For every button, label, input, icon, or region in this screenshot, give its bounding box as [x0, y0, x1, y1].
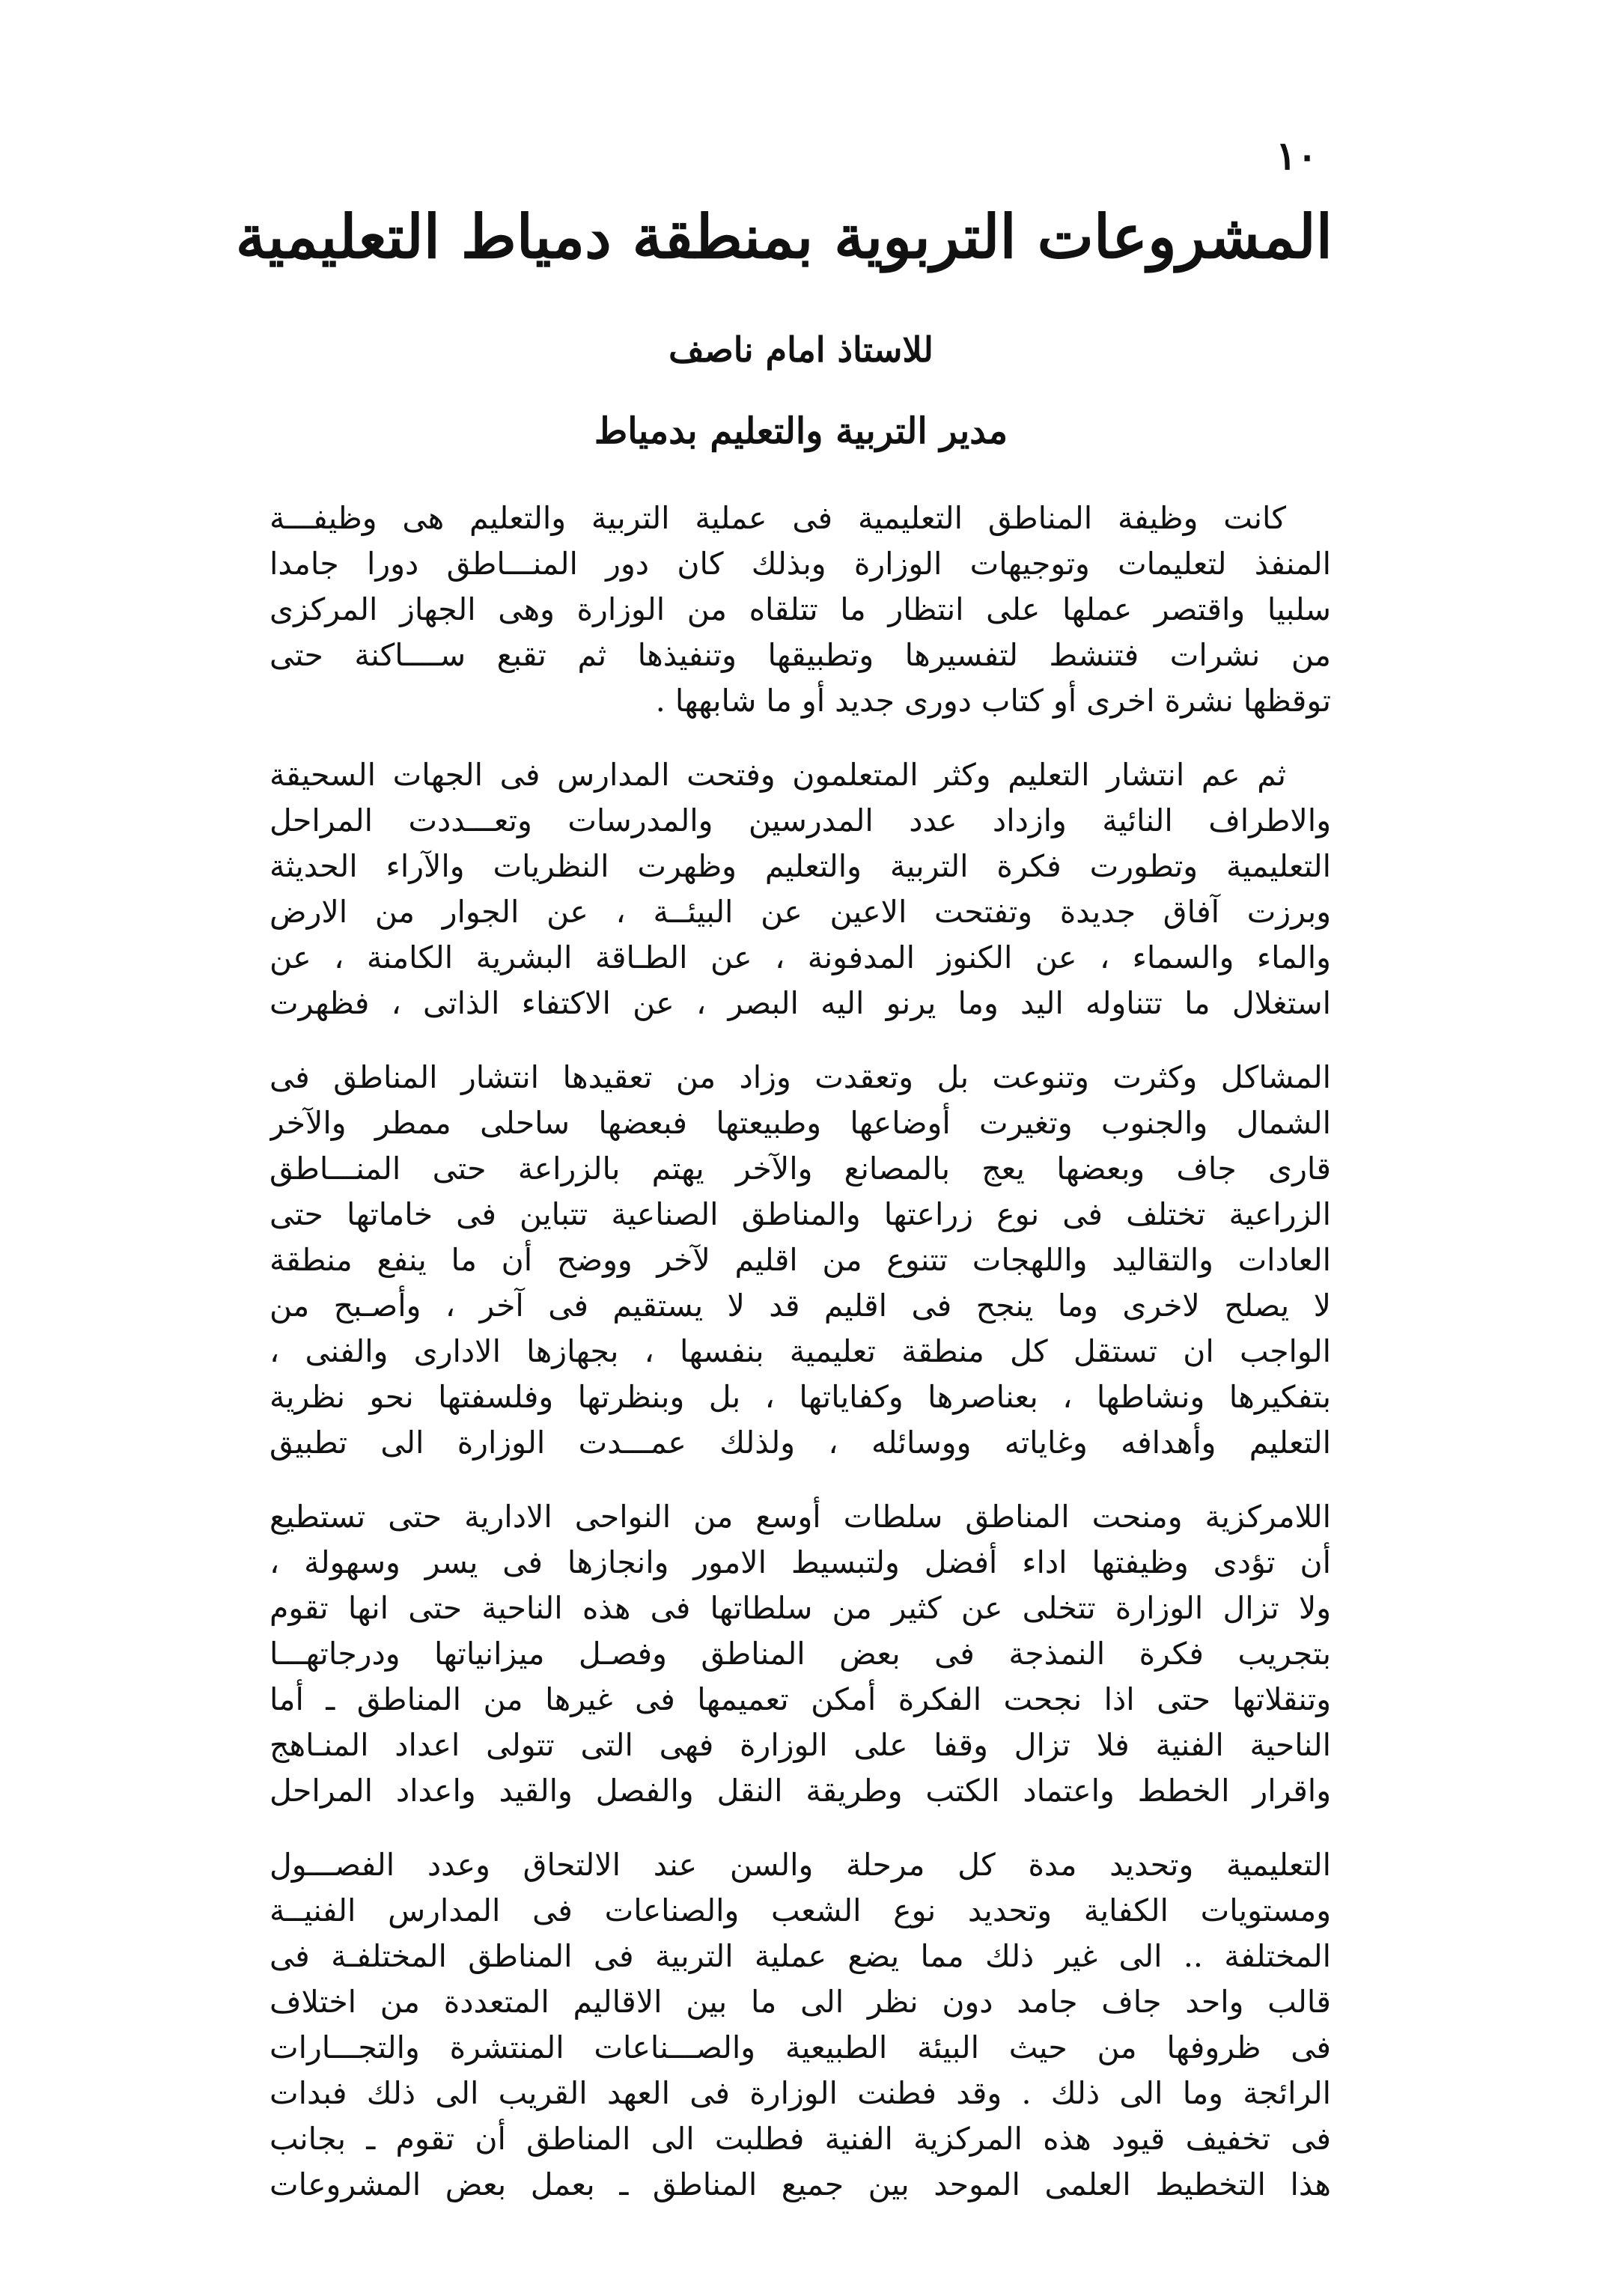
text-line: سلبيا واقتصر عملها على انتظار ما تتلقاه من الوزارة وهى الجهاز المركزى: [269, 591, 1331, 627]
paragraph-3: [269, 1055, 1331, 1466]
text-line: الرائجة وما الى ذلك . وقد فطنت الوزارة فى العهد القريب الى ذلك فبدات: [269, 2075, 1331, 2111]
author-line: للاستاذ امام ناصف: [669, 329, 934, 370]
text-line: المشاكل وكثرت وتنوعت بل وتعقدت وزاد من تعقيدها انتشار المناطق فى: [269, 1059, 1331, 1095]
paragraph-2: [269, 752, 1331, 1026]
text-line: الشمال والجنوب وتغيرت أوضاعها وطبيعتها فبعضها ساحلى ممطر والآخر: [269, 1105, 1331, 1141]
text-line: وتنقلاتها حتى اذا نجحت الفكرة أمكن تعميمها فى غيرها من المناطق ـ أما: [269, 1681, 1331, 1717]
text-line: وبرزت آفاق جديدة وتفتحت الاعين عن البيئــة ، عن الجوار من الارض: [269, 894, 1331, 930]
text-line: المنفذ لتعليمات وتوجيهات الوزارة وبذلك كان دور المنـــاطق دورا جامدا: [269, 546, 1331, 582]
text-line: استغلال ما تتناوله اليد وما يرنو اليه البصر ، عن الاكتفاء الذاتى ، فظهرت: [269, 985, 1331, 1021]
text-line: والماء والسماء ، عن الكنوز المدفونة ، عن الطـاقة البشرية الكامنة ، عن: [269, 940, 1331, 975]
text-line: توقظها نشرة اخرى أو كتاب دورى جديد أو ما شابهها .: [655, 683, 1331, 719]
text-line: من نشرات فتنشط لتفسيرها وتطبيقها وتنفيذها ثم تقبع ســــاكنة حتى: [269, 637, 1331, 673]
page-number: ١٠: [1276, 133, 1318, 179]
paragraph-5: [269, 1842, 1331, 2208]
text-line: كانت وظيفة المناطق التعليمية فى عملية التربية والتعليم هى وظيفـــة: [269, 500, 1286, 536]
text-line: بتفكيرها ونشاطها ، بعناصرها وكفاياتها ، بل وبنظرتها وفلسفتها نحو نظرية: [269, 1379, 1331, 1415]
text-line: ومستويات الكفاية وتحديد نوع الشعب والصناعات فى المدارس الفنيــة: [269, 1892, 1331, 1928]
text-line: والاطراف النائية وازداد عدد المدرسين والمدرسات وتعـــددت المراحل: [269, 803, 1331, 838]
text-line: قالب واحد جاف جامد دون نظر الى ما بين الاقاليم المتعددة من اختلاف: [269, 1984, 1331, 2020]
article-title: المشروعات التربوية بمنطقة دمياط التعليمية: [235, 201, 1333, 272]
text-line: الزراعية تختلف فى نوع زراعتها والمناطق الصناعية تتباين فى خاماتها حتى: [269, 1196, 1331, 1232]
text-line: قارى جاف وبعضها يعج بالمصانع والآخر يهتم بالزراعة حتى المنـــاطق: [269, 1151, 1331, 1187]
text-line: التعليمية وتطورت فكرة التربية والتعليم وظهرت النظريات والآراء الحديثة: [269, 848, 1331, 884]
author-position: مدير التربية والتعليم بدمياط: [594, 410, 1008, 452]
text-line: المختلفة .. الى غير ذلك مما يضع عملية التربية فى المناطق المختلفـة فى: [269, 1938, 1331, 1974]
text-line: لا يصلح لاخرى وما ينجح فى اقليم قد لا يستقيم فى آخر ، وأصـبح من: [269, 1288, 1331, 1324]
text-line: بتجريب فكرة النمذجة فى بعض المناطق وفصـل ميزانياتها ودرجاتهـــا: [269, 1636, 1331, 1672]
text-line: هذا التخطيط العلمى الموحد بين جميع المناطق ـ بعمل بعض المشروعات: [269, 2166, 1331, 2202]
text-line: التعليم وأهدافه وغاياته ووسائله ، ولذلك عمـــدت الوزارة الى تطبيق: [269, 1425, 1331, 1461]
article-body: [269, 496, 1331, 2208]
text-line: فى تخفيف قيود هذه المركزية الفنية فطلبت الى المناطق أن تقوم ـ بجانب: [269, 2121, 1331, 2157]
paragraph-4: [269, 1494, 1331, 1814]
text-line: الواجب ان تستقل كل منطقة تعليمية بنفسها ، بجهازها الادارى والفنى ،: [269, 1333, 1331, 1369]
text-line: العادات والتقاليد واللهجات تتنوع من اقليم لآخر ووضح أن ما ينفع منطقة: [269, 1242, 1331, 1278]
text-line: أن تؤدى وظيفتها اداء أفضل ولتبسيط الامور وانجازها فى يسر وسهولة ،: [269, 1544, 1331, 1580]
text-line: فى ظروفها من حيث البيئة الطبيعية والصـــناعات المنتشرة والتجـــارات: [269, 2029, 1331, 2065]
text-line: ثم عم انتشار التعليم وكثر المتعلمون وفتحت المدارس فى الجهات السحيقة: [269, 757, 1286, 793]
text-line: التعليمية وتحديد مدة كل مرحلة والسن عند الالتحاق وعدد الفصـــول: [269, 1847, 1331, 1883]
text-line: ولا تزال الوزارة تتخلى عن كثير من سلطاتها فى هذه الناحية حتى انها تقوم: [269, 1590, 1331, 1626]
text-line: واقرار الخطط واعتماد الكتب وطريقة النقل والفصل والقيد واعداد المراحل: [269, 1773, 1331, 1809]
text-line: اللامركزية ومنحت المناطق سلطات أوسع من النواحى الادارية حتى تستطيع: [269, 1499, 1331, 1535]
text-line: الناحية الفنية فلا تزال وقفا على الوزارة فهى التى تتولى اعداد المنـاهج: [269, 1727, 1331, 1763]
paragraph-1: [269, 496, 1331, 724]
